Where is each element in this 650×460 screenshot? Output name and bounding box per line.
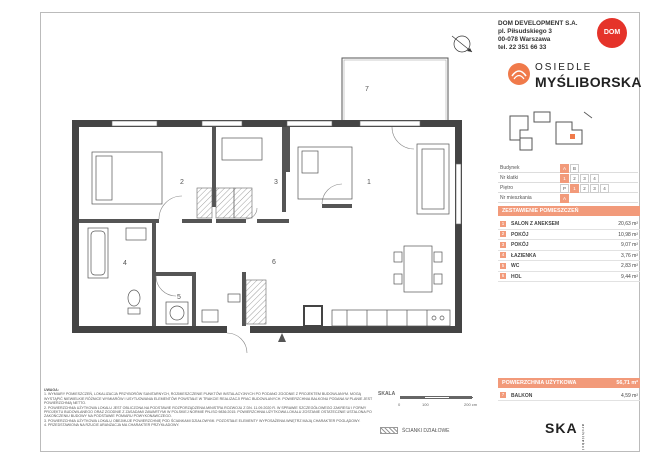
room-area: 20,63 m²: [618, 221, 638, 227]
meta-cell: 1: [570, 184, 579, 193]
key-plan: [500, 108, 600, 158]
room-name: POKÓJ: [511, 231, 529, 238]
balcony-outline: [342, 58, 448, 126]
total-label: POWIERZCHNIA UŻYTKOWA: [502, 380, 577, 386]
balcony-row: [498, 390, 640, 401]
note-item: 4. PRZEDSTAWIONA NA RZUCIE ARANŻACJA MA CHARAKTER PRZYKŁADOWY.: [44, 423, 180, 428]
room-no: 4: [501, 252, 505, 257]
architect-sub: architekci: [581, 424, 586, 451]
dom-logo: DOM: [597, 18, 627, 48]
meta-label: Nr klatki: [500, 175, 519, 181]
room-name: SALON Z ANEKSEM: [511, 221, 560, 227]
architect-mark: SKA: [545, 420, 578, 436]
room-no: 5: [501, 262, 505, 268]
rooms-title: ZESTAWIENIE POMIESZCZEŃ: [498, 206, 640, 216]
room-label-3: 3: [274, 179, 278, 186]
meta-cell: A: [560, 164, 569, 173]
room-name: WC: [511, 263, 520, 269]
total-area: [498, 378, 640, 388]
room-no: 7: [501, 392, 505, 397]
note-item: 1. WYMIARY POMIESZCZEŃ, LOKALIZACJA PRZYBORÓW SANITARNYCH, ROZMIESZCZENIE PUNKTÓW INSTALACYJNYCH PO PODANO ZGODNIE Z PROJEKTEM BUDOWLANYM. MOGĄ WYSTĄPIĆ NIEWIELKIE RÓŻNICE WYMIARÓW I USYTUOWANIA ELEMENTÓW POWSTAŁE W TRAKCIE REALIZACJI PRAC BUDOWLANYCH. POWIERZCHNIA BALKONU PODANA W PLANIE JEST POWIERZCHNIĄ NETTO.: [44, 392, 373, 406]
room-name: HOL: [511, 273, 522, 280]
meta-cell: 4: [600, 184, 609, 193]
brand-logo: [505, 60, 642, 94]
brand-line2: MYŚLIBORSKA: [535, 74, 642, 90]
room-no: 2: [501, 231, 505, 236]
meta-cell: 3: [590, 184, 599, 193]
room-label-5: 5: [177, 294, 181, 301]
scale-title: SKALA: [378, 391, 396, 397]
floor-plan: [42, 14, 492, 386]
brand-line1: OSIEDLE: [535, 62, 593, 73]
room-area: 4,59 m²: [621, 392, 638, 399]
scale-tick: 200 cm: [464, 402, 478, 407]
room-row: [498, 230, 640, 241]
notes-title: UWAGA:: [44, 388, 59, 392]
room-no: 3: [501, 241, 505, 247]
room-no: 6: [501, 273, 505, 278]
room-label-2: 2: [180, 179, 184, 186]
meta-row-klatka: [498, 173, 638, 183]
meta-cell: 4: [590, 174, 599, 183]
meta-cell: 1: [560, 174, 569, 183]
room-label-6: 6: [272, 259, 276, 266]
meta-cell: 3: [580, 174, 589, 183]
room-no: 1: [501, 220, 505, 226]
meta-row-mieszkanie: [498, 193, 638, 203]
room-row: [498, 272, 640, 283]
entry-arrow: [278, 333, 286, 342]
meta-label: Budynek: [500, 165, 520, 171]
meta-row-budynek: [498, 163, 638, 173]
meta-cell: B: [570, 164, 579, 173]
room-area: 10,98 m²: [618, 231, 638, 238]
scale-tick: 0: [398, 402, 401, 407]
meta-cell: 2: [570, 174, 579, 183]
room-name: POKÓJ: [511, 242, 529, 248]
note-item: 2. POWIERZCHNIA UŻYTKOWA LOKALU JEST OBLICZONA NA PODSTAWIE ROZPORZĄDZENIA MINISTRA ROZWOJU Z DN. 11.09.2020 R. W SPRAWIE SZCZEGÓŁOWEGO ZAKRESU I FORMY PROJEKTU BUDOWLANEGO ORAZ ZGODNIE Z ZASADAMI ZAWARTYMI W POLSKIEJ NORMIE PN-ISO 9836:2015. POWIERZCHNIA UŻYTKOWA LOKALU ZOSTANIE OSTATECZNIE USTALONA PO ZAKOŃCZENIU BUDOWY NA PODSTAWIE POMIARU POWYKONAWCZEGO.: [44, 405, 372, 419]
scale-tick: 100: [422, 402, 429, 407]
room-row: [498, 240, 640, 251]
room-label-4: 4: [123, 260, 127, 267]
meta-label: Nr mieszkania: [500, 195, 532, 201]
meta-cell: P: [560, 184, 569, 193]
scale-bar: [376, 388, 486, 418]
room-area: 9,07 m²: [621, 242, 638, 248]
room-row: [498, 251, 640, 262]
room-name: ŁAZIENKA: [511, 252, 537, 259]
note-item: 3. POWIERZCHNIA UŻYTKOWA LOKALU OBEJMUJE POWIERZCHNIĘ POD ŚCIANKAMI DZIAŁOWYMI. POZOSTAŁE ELEMENTY WYPOSAŻENIA WNĘTRZ MAJĄ CHARAKTER POGLĄDOWY.: [44, 418, 361, 423]
legend-label: ŚCIANKI DZIAŁOWE: [402, 427, 450, 434]
meta-cell: 2: [580, 184, 589, 193]
room-row: [498, 219, 640, 230]
total-value: 56,71 m²: [616, 380, 638, 386]
brand-mark-icon: [507, 62, 531, 86]
apartment-meta: [498, 163, 638, 203]
company-phone: tel. 22 351 66 33: [498, 44, 547, 51]
room-area: 9,44 m²: [621, 273, 638, 280]
rooms-table: [498, 219, 640, 282]
company-name: DOM DEVELOPMENT S.A.: [498, 20, 578, 27]
scale-graphic: [400, 396, 472, 399]
legend-swatch: [380, 427, 398, 434]
architect-logo: [545, 420, 586, 451]
room-area: 3,76 m²: [621, 252, 638, 259]
meta-row-pietro: [498, 183, 638, 193]
legend: [380, 427, 450, 434]
company-street: pl. Piłsudskiego 3: [498, 28, 552, 35]
meta-label: Piętro: [500, 185, 514, 191]
room-area: 2,83 m²: [621, 263, 638, 269]
company-city: 00-078 Warszawa: [498, 36, 551, 43]
room-label-1: 1: [367, 179, 371, 186]
room-label-7: 7: [365, 86, 369, 93]
meta-cell: A: [560, 194, 569, 203]
room-row: [498, 261, 640, 272]
company-address: [498, 20, 578, 52]
notes: [44, 388, 374, 428]
room-name: BALKON: [511, 392, 533, 399]
compass-icon: [452, 36, 472, 52]
